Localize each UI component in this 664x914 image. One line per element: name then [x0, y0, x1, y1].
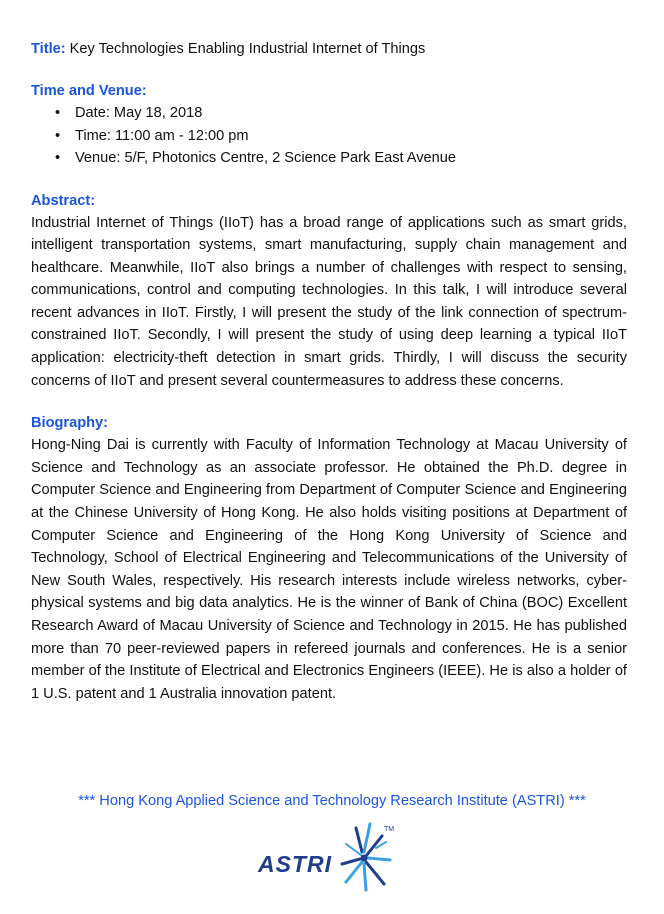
list-item-text: Time: 11:00 am - 12:00 pm — [75, 127, 249, 144]
abstract-paragraph: Industrial Internet of Things (IIoT) has a broad range of applications such as smart grids, intelligent transportation systems, smart manufacturing, supply chain management and healthcare. Meanwhile, IIoT also brings a number of challenges with respect to sensing, communications, control and computing technologies. In this talk, I will introduce several recent advances in IIoT. Firstly, I will present the study of the link connection of spectrum-constrained IIoT. Secondly, I will present the study of using deep learning a typical IIoT application: electricity-theft detection in smart grids. Thirdly, I will discuss the security concerns of IIoT and present several countermeasures to address these concerns. — [31, 214, 627, 389]
astri-logo — [258, 818, 408, 894]
time-venue-list — [31, 102, 627, 170]
biography-paragraph: Hong-Ning Dai is currently with Faculty of Information Technology at Macau University of Science and Technology as an associate professor. He obtained the Ph.D. degree in Computer Science and Engineering from Department of Computer Science and Engineering at the Chinese University of Hong Kong. He also holds visiting positions at Department of Computer Science and Engineering of the Hong Kong University of Science and Technology, School of Electrical Engineering and Telecommunications of the University of New South Wales, respectively. His research interests include wireless networks, cyber-physical systems and big data analytics. He is the winner of Bank of China (BOC) Excellent Research Award of Macau University of Science and Technology in 2015. He has published more than 70 peer-reviewed papers in refereed journals and conferences. He is a senior member of the Institute of Electrical and Electronics Engineers (IEEE). He is also a holder of 1 U.S. patent and 1 Australia innovation patent. — [31, 437, 627, 702]
abstract-heading: Abstract: — [31, 192, 96, 209]
list-item-time — [31, 125, 627, 148]
title-text: Key Technologies Enabling Industrial Internet of Things — [69, 41, 426, 57]
list-item-venue — [31, 147, 627, 170]
list-item-date — [31, 102, 627, 125]
logo-wordmark: ASTRI — [258, 851, 332, 877]
logo-trademark: TM — [384, 826, 395, 833]
title-label: Title: — [31, 41, 66, 57]
title-line — [31, 38, 627, 60]
star-burst-icon — [336, 818, 396, 894]
bullet-icon: • — [55, 105, 61, 121]
document-body — [31, 38, 627, 705]
institute-note: *** Hong Kong Applied Science and Technology Research Institute (ASTRI) *** — [78, 793, 586, 809]
biography-heading: Biography: — [31, 415, 109, 432]
bullet-icon: • — [55, 127, 61, 144]
bullet-icon: • — [55, 150, 61, 166]
list-item-text: Date: May 18, 2018 — [75, 105, 203, 121]
list-item-text: Venue: 5/F, Photonics Centre, 2 Science Park East Avenue — [75, 150, 457, 166]
time-venue-heading: Time and Venue: — [31, 83, 147, 99]
